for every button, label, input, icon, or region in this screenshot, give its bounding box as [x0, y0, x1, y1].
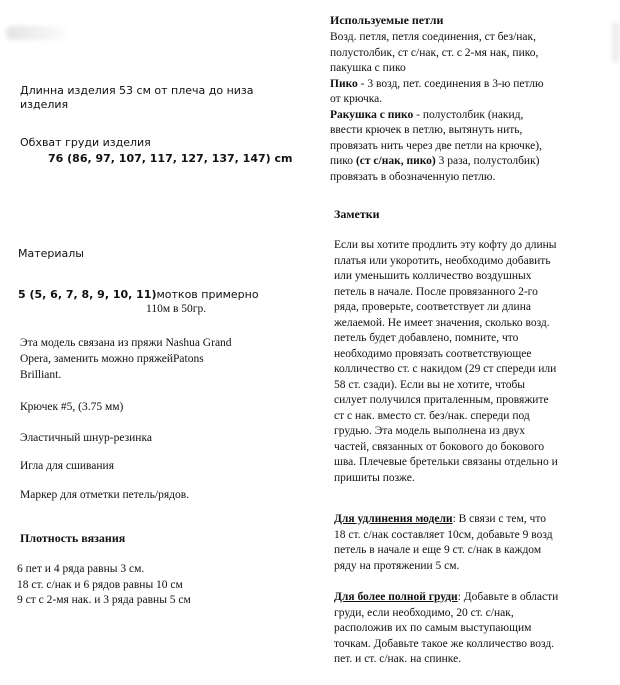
shell-text: - полустолбик (накид, — [413, 108, 524, 121]
gauge-list — [17, 562, 191, 609]
notes-line: силует получился приталенным, провяжите — [334, 394, 549, 406]
skeins-line — [18, 287, 259, 303]
stitches-line: Возд. петля, петля соединения, ст без/нак, — [330, 31, 537, 43]
shell-line-4-post: 3 раза, полустолбик) — [435, 155, 540, 167]
notes-line: необходимо провязать соответствующее — [334, 347, 532, 360]
yarn-note-1: Эта модель связана из пряжи Nashua Grand — [20, 337, 232, 349]
picot-line-2: от крючка. — [330, 93, 383, 105]
notes-line: ст с нак. вместо ст. без/нак. спереди под — [334, 409, 530, 422]
bust-line — [334, 590, 558, 606]
skeins-count: 5 (5, 6, 7, 8, 9, 10, 11) — [18, 288, 157, 301]
notes-line: пришиты позже. — [334, 471, 415, 484]
gauge-line: 6 пет и 4 ряда равны 3 см. — [17, 563, 145, 575]
garment-length-cont: изделия — [20, 98, 69, 111]
notes-line: петель в начале. После провязанного 2-го — [334, 285, 538, 298]
notes-line: шва. Плечевые бретельки связаны отдельно и — [334, 456, 558, 468]
bust-line: груди, если необходимо, 20 ст. с/нак, — [334, 606, 514, 619]
skeins-meters: 110м в 50гр. — [146, 303, 207, 315]
skeins-text: мотков примерно — [156, 288, 259, 301]
notes-line: желаемой. Не имеет значения, сколько возд. — [334, 316, 550, 329]
bust-label: Для более полной груди — [334, 591, 458, 603]
bust-section — [334, 590, 558, 668]
lengthen-text: : В связи с тем, что — [452, 513, 546, 525]
notes-line: 58 ст. сзади). Если вы не хотите, чтобы — [334, 378, 526, 391]
materials-title: Материалы — [18, 247, 84, 260]
needle-item: Игла для сшивания — [20, 460, 115, 472]
yarn-note-2: Opera, заменить можно пряжейPatons — [20, 353, 204, 365]
gauge-line: 18 ст. с/нак и 6 рядов равны 10 см — [17, 578, 183, 591]
shell-line-4 — [330, 154, 544, 170]
shell-line: ввести крючек в петлю, вытянуть нить, — [330, 124, 523, 136]
notes-line: грудью. Эта модель выполнена из двух — [334, 425, 526, 437]
bust-line: пет. и ст. с/нак. на спинке. — [334, 653, 462, 665]
notes-line: частей, связанных от бокового до бокового — [334, 440, 545, 453]
bust-text: : Добавьте в области — [457, 591, 559, 603]
notes-line: или уменьшить колличество воздушных — [334, 270, 532, 282]
shell-line-4-pre: пико — [330, 155, 356, 167]
chest-sizes: 76 (86, 97, 107, 117, 127, 137, 147) cm — [48, 152, 293, 165]
hook-item: Крючек #5, (3.75 мм) — [20, 401, 124, 413]
garment-length: Длинна изделия 53 см от плеча до низа — [20, 84, 254, 97]
right-column — [324, 0, 620, 685]
yarn-note-3: Brilliant. — [20, 369, 62, 381]
gauge-line: 9 ст с 2-мя нак. и 3 ряда равны 5 см — [17, 594, 191, 606]
marker-item: Маркер для отметки петель/рядов. — [20, 489, 190, 501]
notes-line: платья или укоротить, необходимо добавить — [334, 254, 551, 267]
shell-line: провязать нить через две петли на крючке), — [330, 139, 542, 152]
lengthen-line: петель в начале и еще 9 ст. с/нак в каждом — [334, 544, 542, 556]
stitches-line: полустолбик, ст с/нак, ст. с 2-мя нак, пико, — [330, 46, 539, 59]
notes-line: петель будет добавлено, помните, что — [334, 332, 519, 344]
lengthen-line: 18 ст. с/нак составляет 10см, добавьте 9 возд — [334, 528, 553, 541]
notes-line: Если вы хотите продлить эту кофту до длины — [334, 239, 557, 251]
notes-title: Заметки — [334, 207, 380, 221]
notes-body — [334, 238, 558, 486]
stitches-list — [330, 30, 544, 185]
shell-line-5: провязать в обозначенную петлю. — [330, 170, 496, 183]
picot-label: Пико — [330, 77, 358, 90]
notes-line: колличество ст. с накидом (29 ст спереди или — [334, 363, 557, 375]
lengthen-line — [334, 512, 553, 528]
lengthen-label: Для удлинения модели — [334, 513, 453, 525]
picot-text: - 3 возд, пет. соединения в 3-ю петлю — [357, 77, 544, 90]
picot-line — [330, 77, 544, 93]
stitches-line: пакушка с пико — [330, 62, 406, 74]
gauge-title: Плотность вязания — [20, 531, 126, 545]
lengthen-line: ряду на протяжении 5 см. — [334, 559, 460, 572]
notes-line: ряда, проверьте, соответствует ли длина — [334, 301, 531, 313]
lengthen-section — [334, 512, 553, 574]
stitches-title: Используемые петли — [330, 13, 444, 27]
shell-line-4-bold: (ст с/нак, пико) — [355, 155, 436, 167]
bust-line: точкам. Добавьте такое же колличество возд. — [334, 637, 555, 650]
shell-line — [330, 108, 544, 124]
shell-label: Ракушка с пико — [330, 108, 414, 121]
chest-label: Обхват груди изделия — [20, 136, 151, 149]
bust-line: расположив их по самым выступающим — [334, 622, 532, 634]
elastic-item: Эластичный шнур-резинка — [20, 432, 152, 444]
